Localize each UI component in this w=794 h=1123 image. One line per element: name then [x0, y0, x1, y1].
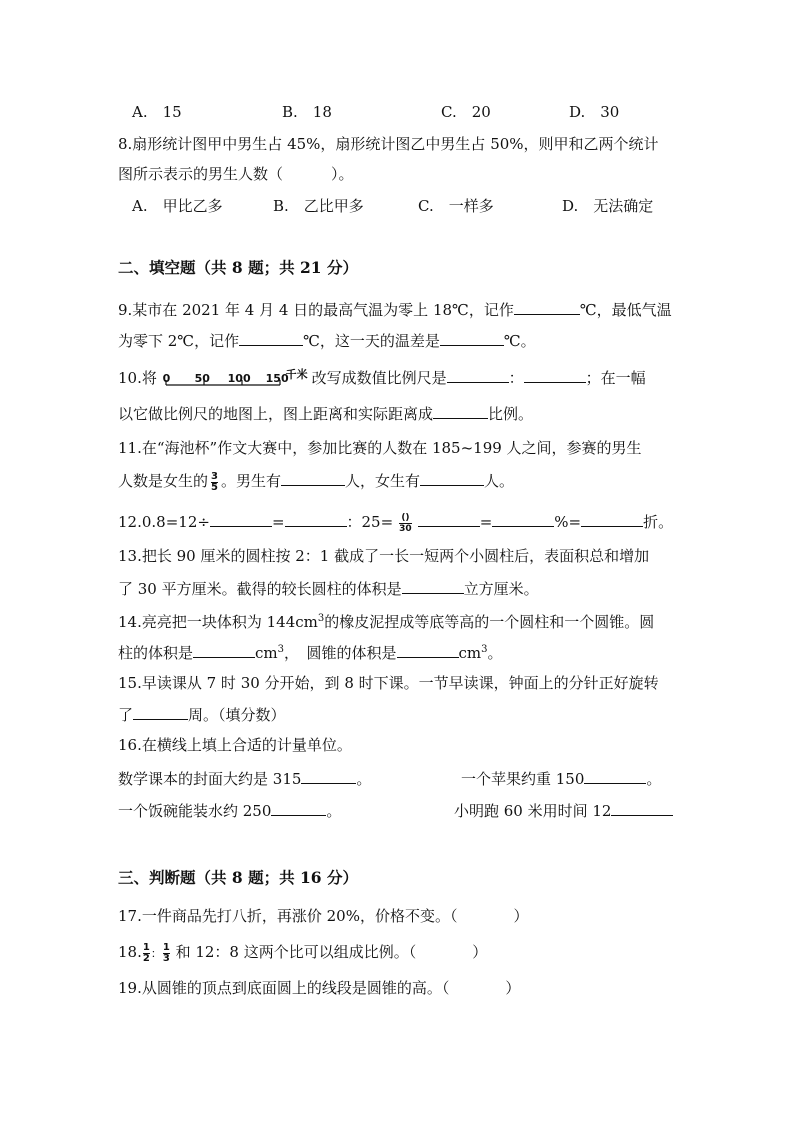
q12-blank-1[interactable] [210, 510, 272, 527]
q7-option-b[interactable]: B. 18 [282, 103, 332, 121]
q10-blank-1[interactable] [447, 366, 509, 383]
q14-blank-cone[interactable] [397, 641, 459, 658]
q9-line1: 9.某市在 2021 年 4 月 4 日的最高气温为零上 18℃，记作 ℃，最低气温 [118, 298, 672, 320]
q16-item-d: 小明跑 60 米用时间 12 [454, 799, 673, 821]
q8-line1: 8.扇形统计图甲中男生占 45%，扇形统计图乙中男生占 50%，则甲和乙两个统计 [118, 135, 659, 153]
q11-line1: 11.在“海池杯”作文大赛中，参加比赛的人数在 185~199 人之间，参赛的男生 [118, 439, 642, 457]
q16-item-a: 数学课本的封面大约是 315 。 [118, 767, 371, 789]
q16-blank-a[interactable] [301, 767, 356, 784]
q8-line2: 图所示表示的男生人数（ ）。 [118, 165, 354, 183]
scale-unit: 千米 [285, 368, 308, 381]
q19-line: 19.从圆锥的顶点到底面圆上的线段是圆锥的高。（ ） [118, 979, 521, 997]
q13-line2: 了 30 平方厘米。截得的较长圆柱的体积是 立方厘米。 [118, 577, 539, 599]
section-3-heading: 三、判断题（共 8 题；共 16 分） [118, 868, 358, 887]
q12-blank-2[interactable] [285, 510, 347, 527]
fraction-1-3: $\frac{1}{3}$ [162, 941, 170, 964]
q15-line1: 15.早读课从 7 时 30 分开始，到 8 时下课。一节早读课，钟面上的分针正好旋转 [118, 674, 659, 692]
q14-blank-cylinder[interactable] [193, 641, 255, 658]
line-scale-figure [162, 369, 312, 389]
q8-option-c[interactable]: C. 一样多 [418, 197, 494, 215]
q13-line1: 13.把长 90 厘米的圆柱按 2：1 截成了一长一短两个小圆柱后，表面积总和增加 [118, 547, 650, 565]
scale-tick-150: 150 [265, 372, 289, 385]
scale-tick-100: 100 [227, 372, 251, 385]
q16-blank-d[interactable] [611, 799, 673, 816]
q18-line: 18. $\frac{1}{2}$ ： $\frac{1}{3}$ 和 12：8 这两个比可以组成比例。（ ） [118, 941, 488, 964]
q16-item-b: 一个苹果约重 150 。 [461, 767, 661, 789]
q14-line2: 柱的体积是 $cm^3$， 圆锥的体积是 $cm^3$。 [118, 640, 503, 663]
section-2-heading: 二、填空题（共 8 题；共 21 分） [118, 258, 358, 277]
q8-option-b[interactable]: B. 乙比甲多 [273, 197, 364, 215]
q12-blank-4[interactable] [492, 510, 554, 527]
q7-option-a[interactable]: A. 15 [132, 103, 182, 121]
q9-blank-1[interactable] [514, 298, 580, 315]
fraction-1-2: $\frac{1}{2}$ [142, 941, 150, 964]
q16-line1: 16.在横线上填上合适的计量单位。 [118, 736, 352, 754]
q12-blank-3[interactable] [418, 510, 480, 527]
fraction-3-5: $\frac{3}{5}$ [211, 470, 218, 493]
scale-tick-0: 0 [162, 372, 171, 385]
q16-item-c: 一个饭碗能装水约 250 。 [118, 799, 341, 821]
q10-blank-3[interactable] [433, 402, 488, 419]
q15-blank[interactable] [133, 703, 188, 720]
q9-blank-2[interactable] [239, 329, 303, 346]
scale-tick-50: 50 [194, 372, 210, 385]
q10-line1: 10.将 0 50 100 150 千米 改写成数值比例尺是 ： ；在一幅 [118, 366, 646, 389]
q7-option-d[interactable]: D. 30 [569, 103, 620, 121]
q11-line2: 人数是女生的 $\frac{3}{5}$ 。男生有 人，女生有 人。 [118, 470, 515, 493]
q12-line: 12.0.8=12÷ = ：25= $\frac{()}{30}$ = %= 折。 [118, 510, 673, 534]
q10-blank-2[interactable] [524, 366, 586, 383]
q16-blank-c[interactable] [271, 799, 326, 816]
q10-line2: 以它做比例尺的地图上，图上距离和实际距离成 比例。 [118, 402, 533, 424]
q11-blank-girls[interactable] [420, 469, 484, 486]
q13-blank[interactable] [402, 577, 464, 594]
q12-blank-5[interactable] [581, 510, 643, 527]
q17-line: 17.一件商品先打八折，再涨价 20%，价格不变。（ ） [118, 907, 529, 925]
fraction-blank-30[interactable]: $\frac{()}{30}$ [399, 512, 412, 534]
q9-blank-3[interactable] [440, 329, 504, 346]
q9-line2: 为零下 2℃，记作 ℃，这一天的温差是 ℃。 [118, 329, 536, 351]
q15-line2: 了 周。（填分数） [118, 703, 286, 725]
q16-blank-b[interactable] [584, 767, 646, 784]
q8-option-a[interactable]: A. 甲比乙多 [132, 197, 223, 215]
q8-option-d[interactable]: D. 无法确定 [562, 197, 654, 215]
q11-blank-boys[interactable] [281, 469, 345, 486]
q14-line1: 14.亮亮把一块体积为 $144cm^3$的橡皮泥捏成等底等高的一个圆柱和一个圆锥。圆 [118, 613, 655, 631]
q7-option-c[interactable]: C. 20 [441, 103, 491, 121]
